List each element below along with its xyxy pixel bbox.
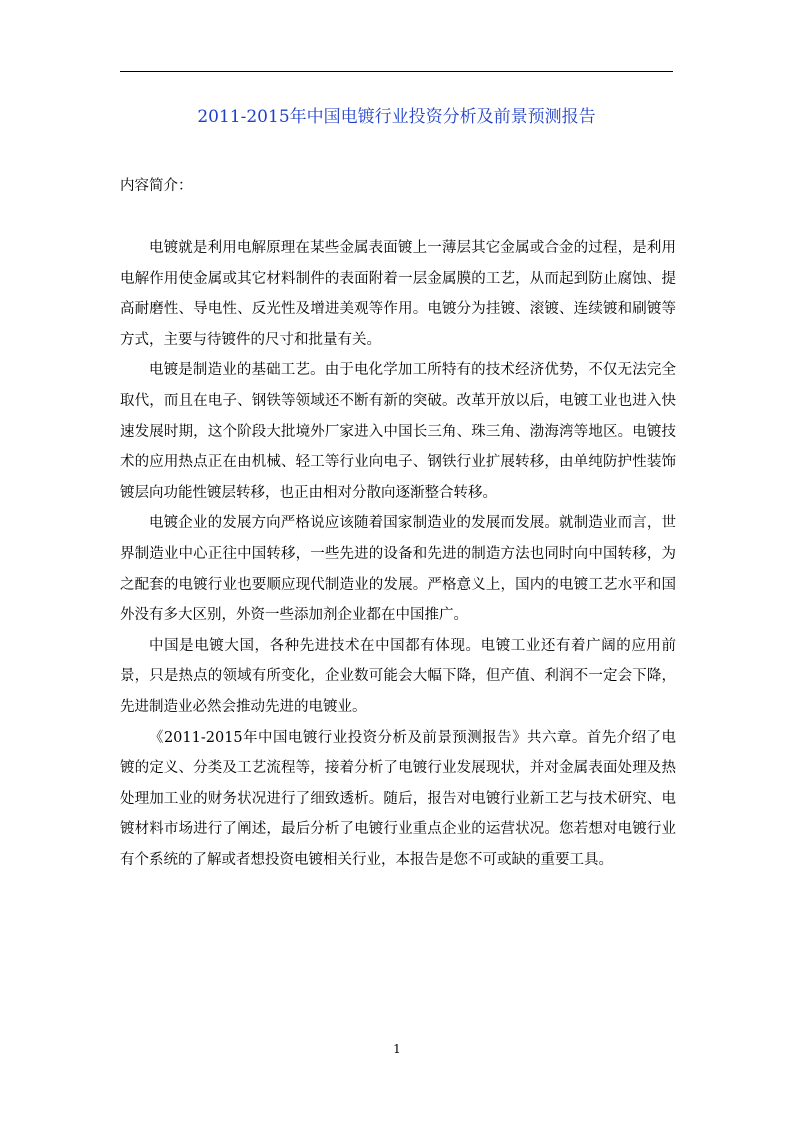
- body-paragraph: 电镀企业的发展方向严格说应该随着国家制造业的发展而发展。就制造业而言，世界制造业中心正往中国转移，一些先进的设备和先进的制造方法也同时向中国转移，为之配套的电镀行业也要顺应现代制造业的发展。严格意义上，国内的电镀工艺水平和国外没有多大区别，外资一些添加剂企业都在中国推广。: [120, 515, 676, 624]
- body-paragraph: 《2011-2015年中国电镀行业投资分析及前景预测报告》共六章。首先介绍了电镀的定义、分类及工艺流程等，接着分析了电镀行业发展现状，并对金属表面处理及热处理加工业的财务状况进行了细致透析。随后，报告对电镀行业新工艺与技术研究、电镀材料市场进行了阐述，最后分析了电镀行业重点企业的运营状况。您若想对电镀行业有个系统的了解或者想投资电镀相关行业，本报告是您不可或缺的重要工具。: [120, 729, 676, 868]
- body-paragraph: 中国是电镀大国，各种先进技术在中国都有体现。电镀工业还有着广阔的应用前景，只是热点的领域有所变化，企业数可能会大幅下降，但产值、利润不一定会下降，先进制造业必然会推动先进的电镀业。: [120, 637, 676, 715]
- document-title: 2011-2015年中国电镀行业投资分析及前景预测报告: [197, 107, 596, 127]
- header-rule: [120, 71, 673, 72]
- intro-label: 内容简介：: [120, 178, 193, 194]
- body-paragraph: 电镀是制造业的基础工艺。由于电化学加工所特有的技术经济优势，不仅无法完全取代，而且在电子、钢铁等领域还不断有新的突破。改革开放以后，电镀工业也进入快速发展时期，这个阶段大批境外厂家进入中国长三角、珠三角、渤海湾等地区。电镀技术的应用热点正在由机械、轻工等行业向电子、钢铁行业扩展转移，由单纯防护性装饰镀层向功能性镀层转移，也正由相对分散向逐渐整合转移。: [120, 362, 676, 501]
- page-number: 1: [393, 1042, 401, 1056]
- body-paragraph: 电镀就是利用电解原理在某些金属表面镀上一薄层其它金属或合金的过程，是利用电解作用使金属或其它材料制件的表面附着一层金属膜的工艺，从而起到防止腐蚀、提高耐磨性、导电性、反光性及增进美观等作用。电镀分为挂镀、滚镀、连续镀和刷镀等方式，主要与待镀件的尺寸和批量有关。: [120, 240, 676, 348]
- document-body: [120, 233, 676, 875]
